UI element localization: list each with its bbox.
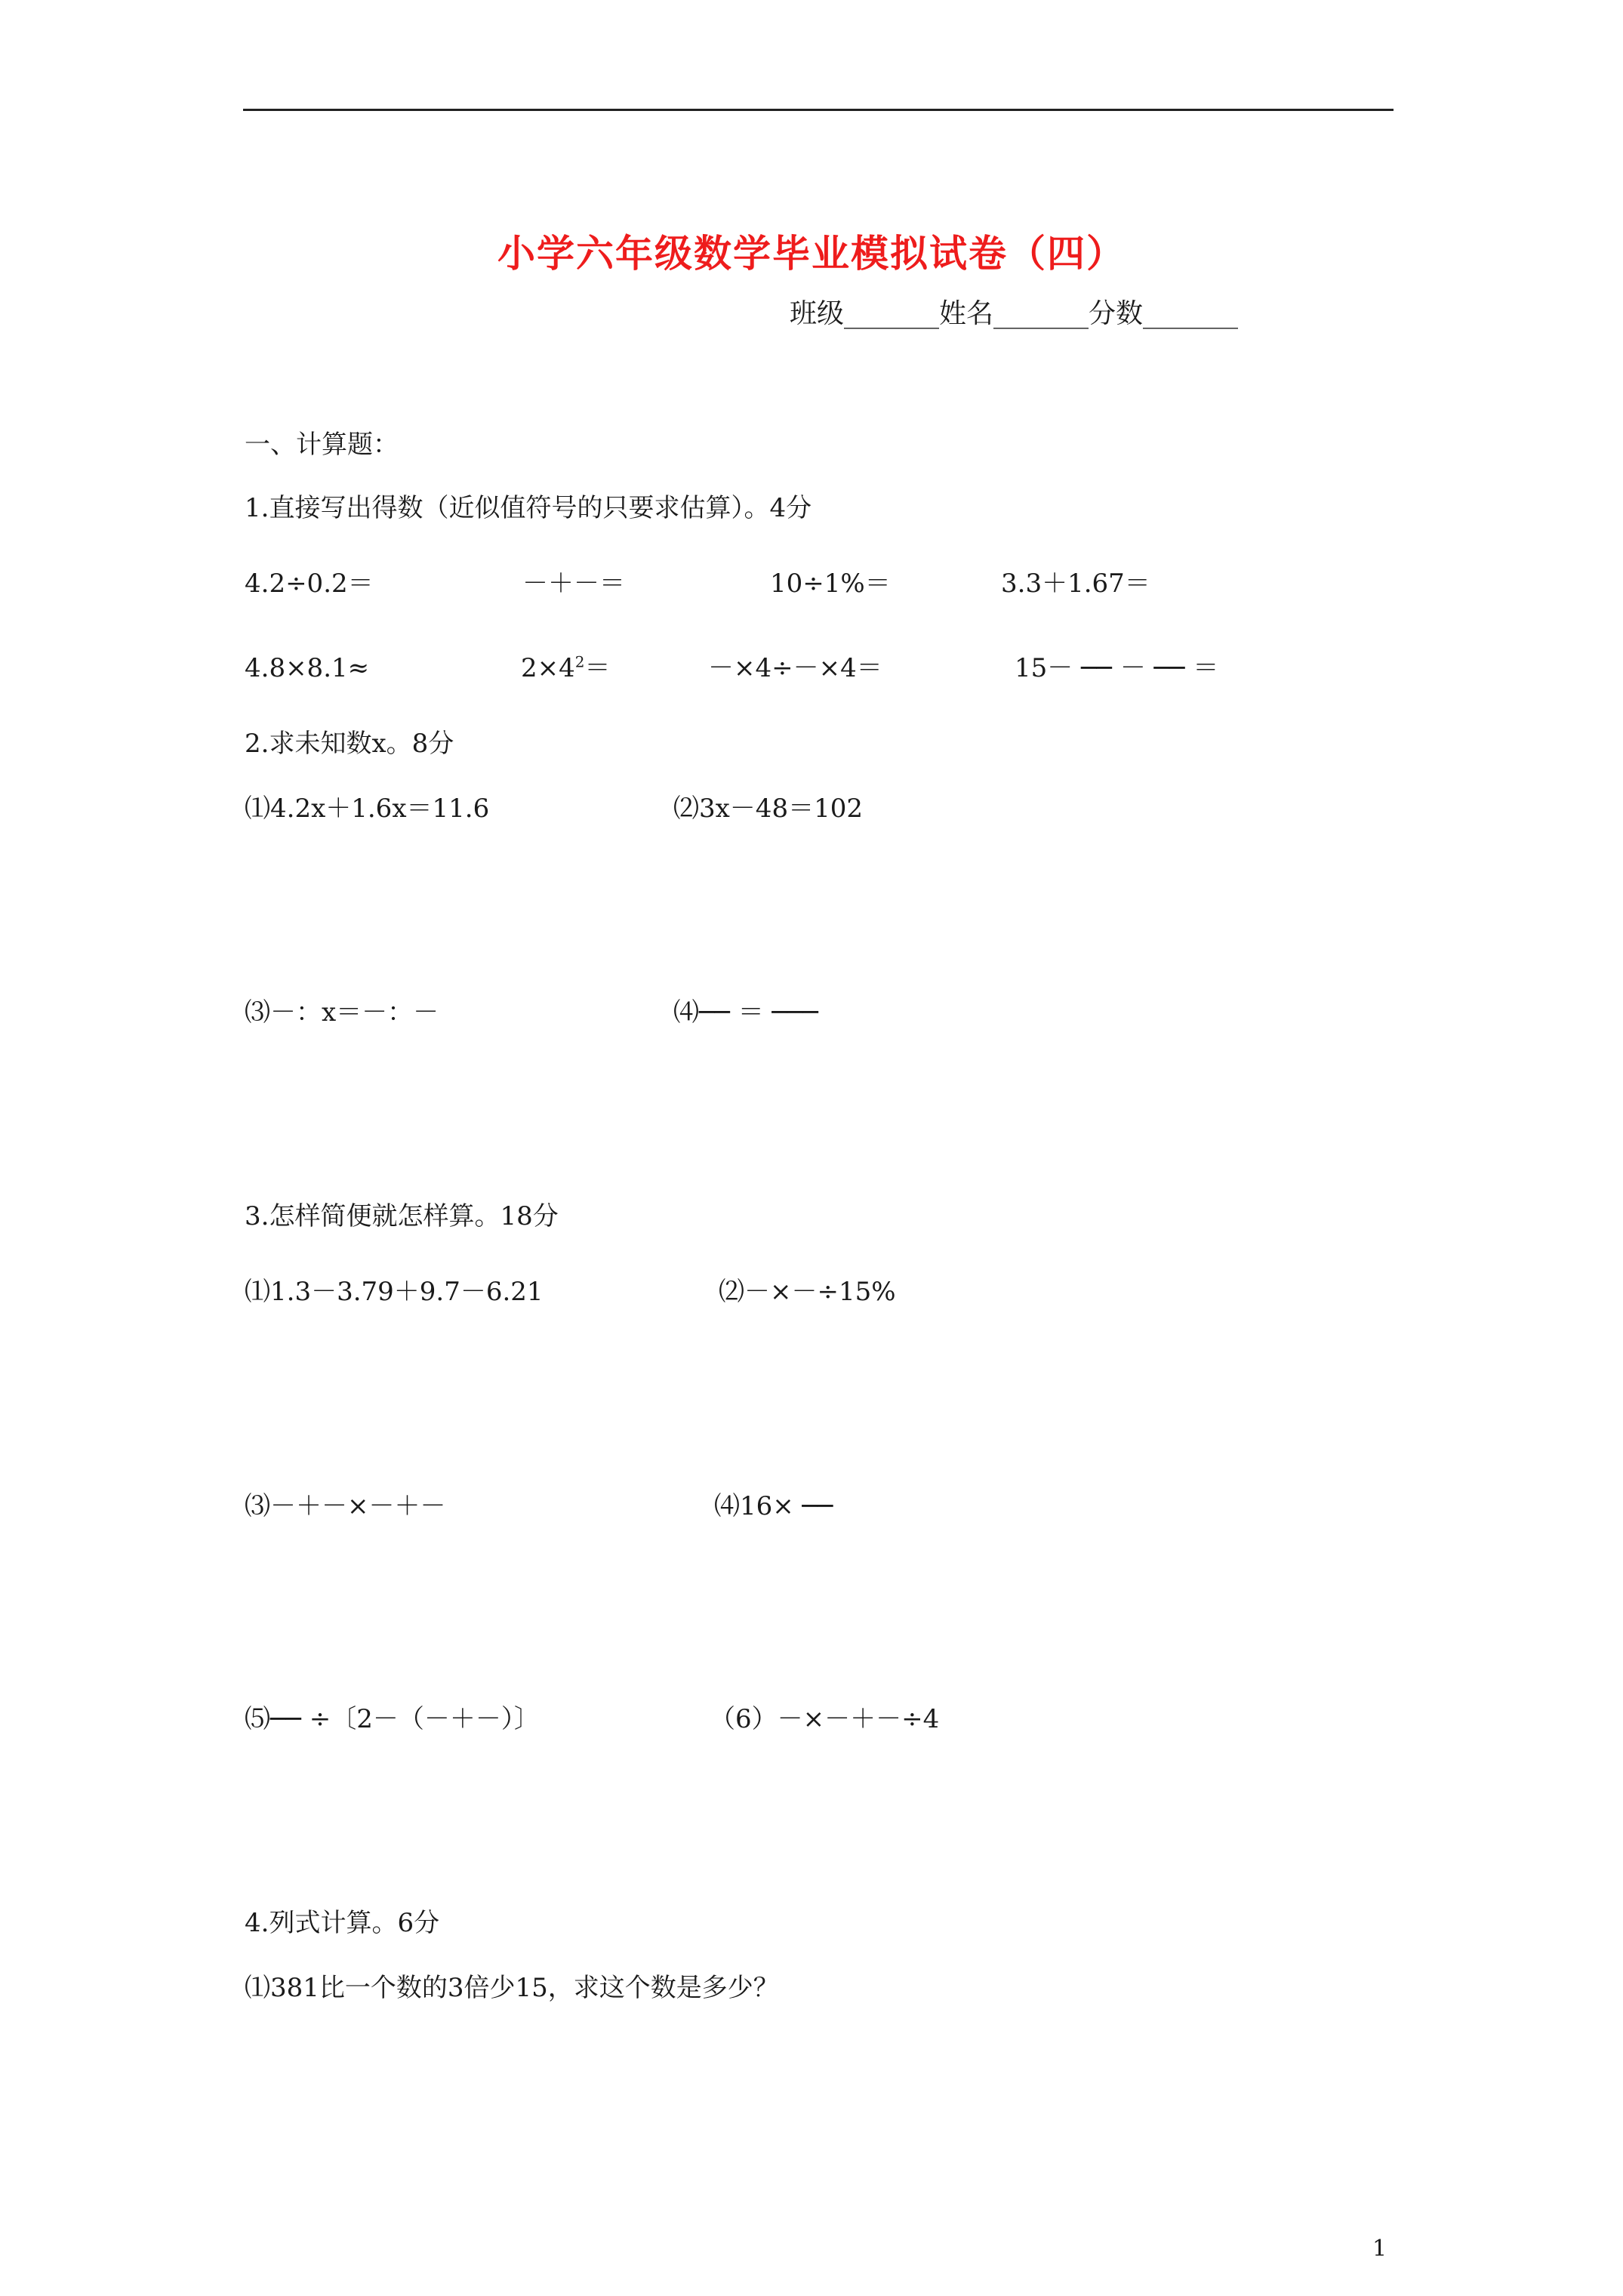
q2-item: ⑵3x－48＝102 xyxy=(673,794,863,824)
q1-item: 4.8×8.1≈ xyxy=(245,653,370,683)
q1-item: 4.2÷0.2＝ xyxy=(245,569,374,599)
q1-item: 3.3＋1.67＝ xyxy=(1001,569,1150,599)
q1-item: －＋－＝ xyxy=(522,569,625,599)
q3-item: ⑸── ÷〔2－（－＋－）〕 xyxy=(245,1704,540,1734)
page-title: 小学六年级数学毕业模拟试卷（四） xyxy=(497,231,1126,276)
q2-item: ⑷── ＝ ─── xyxy=(673,997,818,1028)
question-4-heading: 4.列式计算。6分 xyxy=(245,1908,440,1938)
q3-item: ⑷16× ── xyxy=(714,1491,833,1521)
q3-item: ⑵－×－÷15% xyxy=(719,1277,896,1307)
header-rule xyxy=(243,109,1394,111)
q3-item: ⑴1.3－3.79＋9.7－6.21 xyxy=(245,1277,544,1307)
q1-item: 10÷1%＝ xyxy=(770,569,891,599)
student-info-line: 班级_______姓名_______分数_______ xyxy=(790,298,1239,329)
q2-item: ⑴4.2x＋1.6x＝11.6 xyxy=(245,794,490,824)
page-number: 1 xyxy=(1372,2236,1387,2262)
q3-item: （6）－×－＋－÷4 xyxy=(710,1704,940,1734)
q1-item: 15－ ── － ── ＝ xyxy=(1015,653,1219,683)
question-2-heading: 2.求未知数x。8分 xyxy=(245,729,454,759)
q1-item: －×4÷－×4＝ xyxy=(708,653,882,683)
q2-item: ⑶－：x＝－：－ xyxy=(245,997,439,1028)
question-1-heading: 1.直接写出得数（近似值符号的只要求估算）。4分 xyxy=(245,493,812,523)
q1-item-power: $2\times 4^2=$ xyxy=(521,652,611,683)
question-3-heading: 3.怎样简便就怎样算。18分 xyxy=(245,1201,559,1231)
q4-item: ⑴381比一个数的3倍少15，求这个数是多少？ xyxy=(245,1973,779,2003)
section-heading: 一、计算题： xyxy=(245,430,399,460)
q3-item: ⑶－＋－×－＋－ xyxy=(245,1491,446,1521)
